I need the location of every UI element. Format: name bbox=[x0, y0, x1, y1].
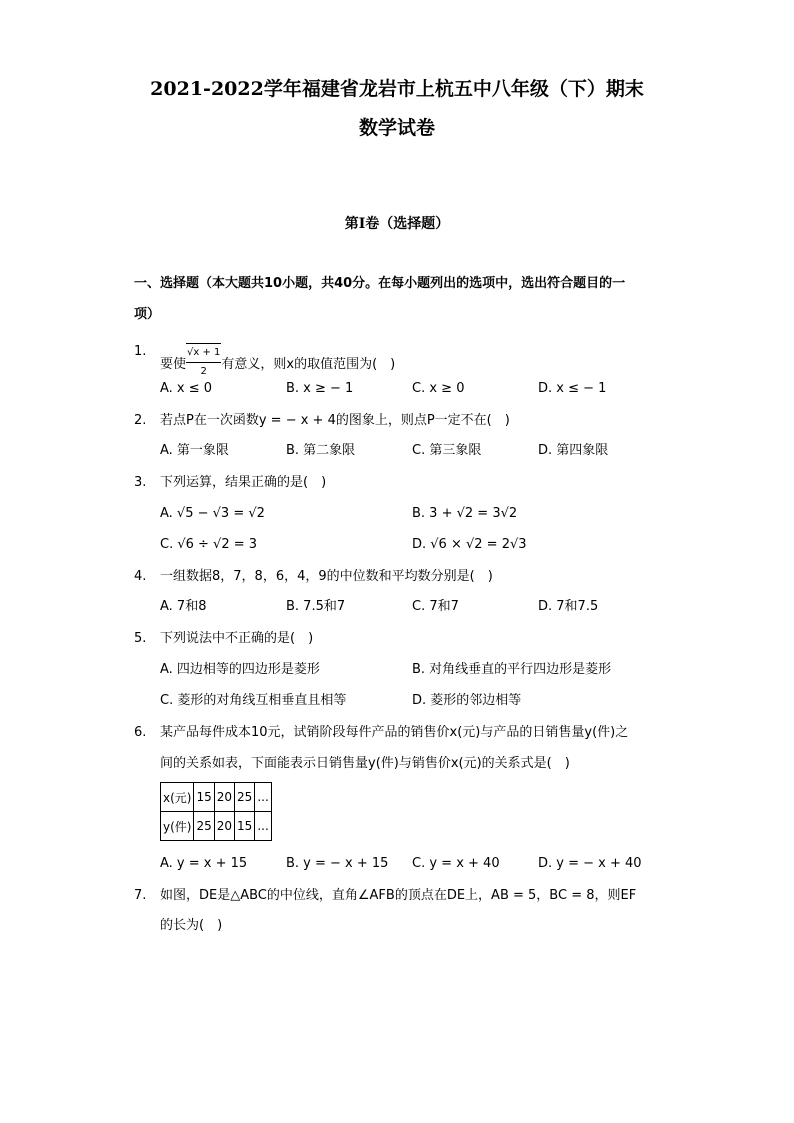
option-d: D. y = − x + 40 bbox=[538, 856, 642, 871]
option-d: D. 第四象限 bbox=[538, 443, 609, 458]
table-cell: 20 bbox=[214, 783, 234, 812]
option-d: D. √6 × √2 = 2√3 bbox=[412, 537, 527, 552]
option-d: D. 7和7.5 bbox=[538, 599, 599, 614]
exam-title-line2: 数学试卷 bbox=[358, 117, 435, 139]
option-c: C. y = x + 40 bbox=[412, 856, 500, 871]
question-2-stem: 若点P在一次函数y = − x + 4的图象上，则点P一定不在( ) bbox=[160, 413, 510, 428]
exam-title-line1: 2021-2022学年福建省龙岩市上杭五中八年级（下）期末 bbox=[150, 78, 644, 100]
table-cell: 20 bbox=[214, 812, 234, 841]
option-b: B. x ≥ − 1 bbox=[286, 381, 354, 396]
table-cell: 15 bbox=[235, 812, 255, 841]
option-d: D. x ≤ − 1 bbox=[538, 381, 607, 396]
option-c: C. 菱形的对角线互相垂直且相等 bbox=[160, 693, 347, 708]
question-6-stem-line1: 某产品每件成本10元，试销阶段每件产品的销售价x(元)与产品的日销售量y(件)之 bbox=[160, 725, 629, 740]
option-a: A. 7和8 bbox=[160, 599, 207, 614]
part-heading: 第I卷（选择题） bbox=[344, 216, 450, 232]
table-cell: 25 bbox=[194, 812, 214, 841]
option-b: B. 对角线垂直的平行四边形是菱形 bbox=[412, 662, 612, 677]
table-cell: ... bbox=[255, 783, 271, 812]
section-instruction-line2: 项） bbox=[134, 307, 161, 322]
question-4-stem: 一组数据8，7，8，6，4，9的中位数和平均数分别是( ) bbox=[160, 569, 493, 584]
option-c: C. 7和7 bbox=[412, 599, 459, 614]
option-a: A. √5 − √3 = √2 bbox=[160, 506, 265, 521]
table-cell: x(元) bbox=[161, 783, 194, 812]
question-5-stem: 下列说法中不正确的是( ) bbox=[160, 631, 314, 646]
option-a: A. 四边相等的四边形是菱形 bbox=[160, 662, 320, 677]
table-row bbox=[161, 783, 272, 812]
question-1-stem bbox=[160, 343, 395, 381]
question-7-stem-line2: 的长为( ) bbox=[160, 918, 223, 933]
option-a: A. x ≤ 0 bbox=[160, 381, 213, 396]
option-a: A. 第一象限 bbox=[160, 443, 229, 458]
stem-suffix: 有意义，则x的取值范围为( ) bbox=[221, 357, 396, 372]
stem-prefix: 要使 bbox=[160, 357, 187, 372]
section-instruction-line1: 一、选择题（本大题共10小题，共40分。在每小题列出的选项中，选出符合题目的一 bbox=[134, 276, 626, 291]
question-number: 1. bbox=[134, 344, 147, 359]
option-c: C. x ≥ 0 bbox=[412, 381, 465, 396]
option-b: B. 3 + √2 = 3√2 bbox=[412, 506, 518, 521]
option-a: A. y = x + 15 bbox=[160, 856, 248, 871]
fraction-numerator: x + 1 bbox=[193, 347, 221, 358]
question-number: 7. bbox=[134, 888, 147, 903]
question-number: 5. bbox=[134, 631, 147, 646]
fraction-expression: $\frac{√x + 1}{2}$ bbox=[186, 343, 221, 381]
question-number: 4. bbox=[134, 569, 147, 584]
option-b: B. 7.5和7 bbox=[286, 599, 346, 614]
question-7-stem-line1: 如图，DE是△ABC的中位线，直角∠AFB的顶点在DE上，AB = 5，BC = 8，则EF bbox=[160, 888, 637, 903]
question-3-stem: 下列运算，结果正确的是( ) bbox=[160, 475, 327, 490]
question-number: 2. bbox=[134, 413, 147, 428]
question-6-stem-line2: 间的关系如表，下面能表示日销售量y(件)与销售价x(元)的关系式是( ) bbox=[160, 756, 570, 771]
table-row bbox=[161, 812, 272, 841]
fraction-denominator: 2 bbox=[186, 362, 221, 381]
option-b: B. 第二象限 bbox=[286, 443, 356, 458]
option-c: C. 第三象限 bbox=[412, 443, 482, 458]
option-c: C. √6 ÷ √2 = 3 bbox=[160, 537, 258, 552]
data-table bbox=[160, 782, 272, 841]
table-cell: ... bbox=[255, 812, 271, 841]
question-number: 3. bbox=[134, 475, 147, 490]
table-cell: y(件) bbox=[161, 812, 194, 841]
option-b: B. y = − x + 15 bbox=[286, 856, 389, 871]
table-cell: 25 bbox=[235, 783, 255, 812]
table-cell: 15 bbox=[194, 783, 214, 812]
question-number: 6. bbox=[134, 725, 147, 740]
option-d: D. 菱形的邻边相等 bbox=[412, 693, 522, 708]
